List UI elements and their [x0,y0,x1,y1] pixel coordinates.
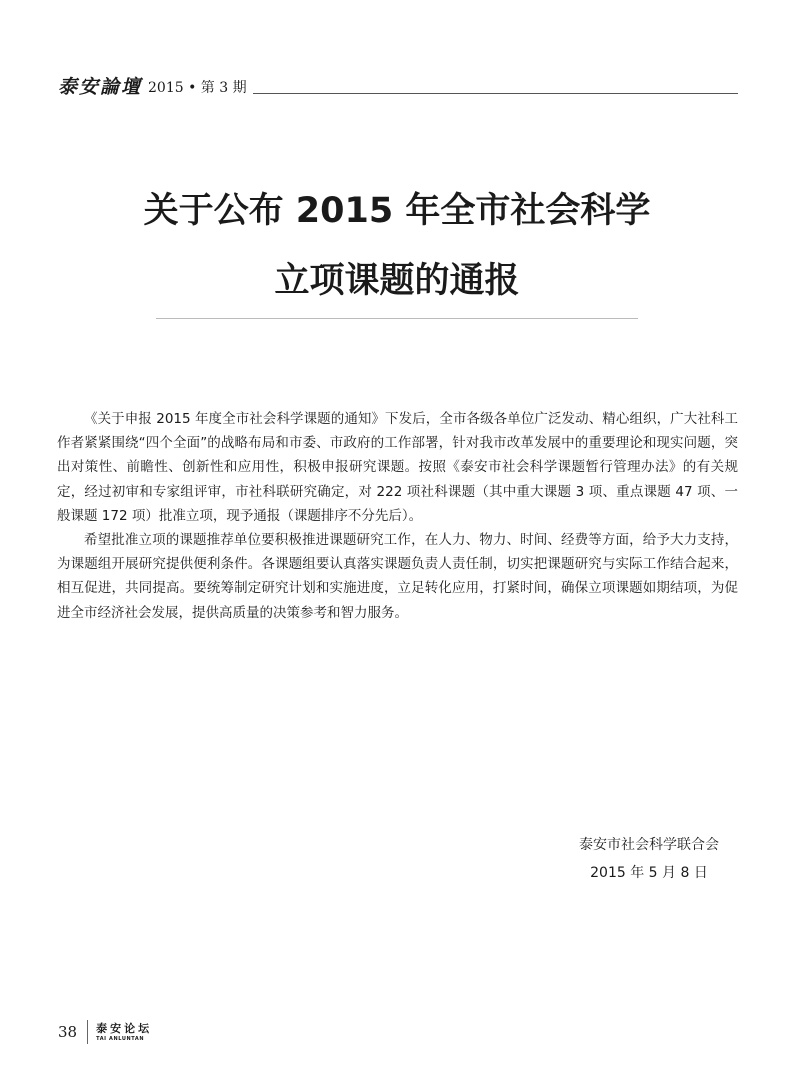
journal-brand: 泰安論壇 [58,76,143,98]
running-header [58,74,738,98]
article-title-line-1: 关于公布 2015 年全市社会科学 [143,191,651,231]
signature-block [579,831,719,887]
header-rule [253,93,738,94]
title-divider [156,318,638,319]
article-title-line-2: 立项课题的通报 [274,261,520,301]
article-body [57,407,738,625]
footer-brand-pinyin: TAI ANLUNTAN [96,1035,145,1042]
footer-brand-chinese: 泰安论坛 [96,1021,153,1035]
issue-label: 2015 • 第 3 期 [148,80,247,96]
signature-date: 2015 年 5 月 8 日 [590,865,708,881]
body-paragraph: 希望批准立项的课题推荐单位要积极推进课题研究工作，在人力、物力、时间、经费等方面，给予大力支持，为课题组开展研究提供便利条件。各课题组要认真落实课题负责人责任制，切实把课题研究与实际工作结合起来，相互促进，共同提高。要统筹制定研究计划和实施进度，立足转化应用，打紧时间，确保立项课题如期结项，为促进全市经济社会发展，提供高质量的决策参考和智力服务。 [57,532,738,621]
signature-organization: 泰安市社会科学联合会 [579,837,719,853]
footer-brand [96,1023,152,1042]
footer-divider [87,1020,88,1044]
page-number: 38 [58,1023,78,1041]
page-footer [58,1018,152,1046]
body-paragraph: 《关于申报 2015 年度全市社会科学课题的通知》下发后，全市各级各单位广泛发动、精心组织，广大社科工作者紧紧围绕“四个全面”的战略布局和市委、市政府的工作部署，针对我市改革发展中的重要理论和现实问题，突出对策性、前瞻性、创新性和应用性，积极申报研究课题。按照《泰安市社会科学课题暂行管理办法》的有关规定，经过初审和专家组评审，市社科联研究确定，对 222 项社科课题（其中重大课题 3 项、重点课题 47 项、一般课题 172 项）批准立项，现予通报（课题排序不分先后）。 [57,411,738,524]
